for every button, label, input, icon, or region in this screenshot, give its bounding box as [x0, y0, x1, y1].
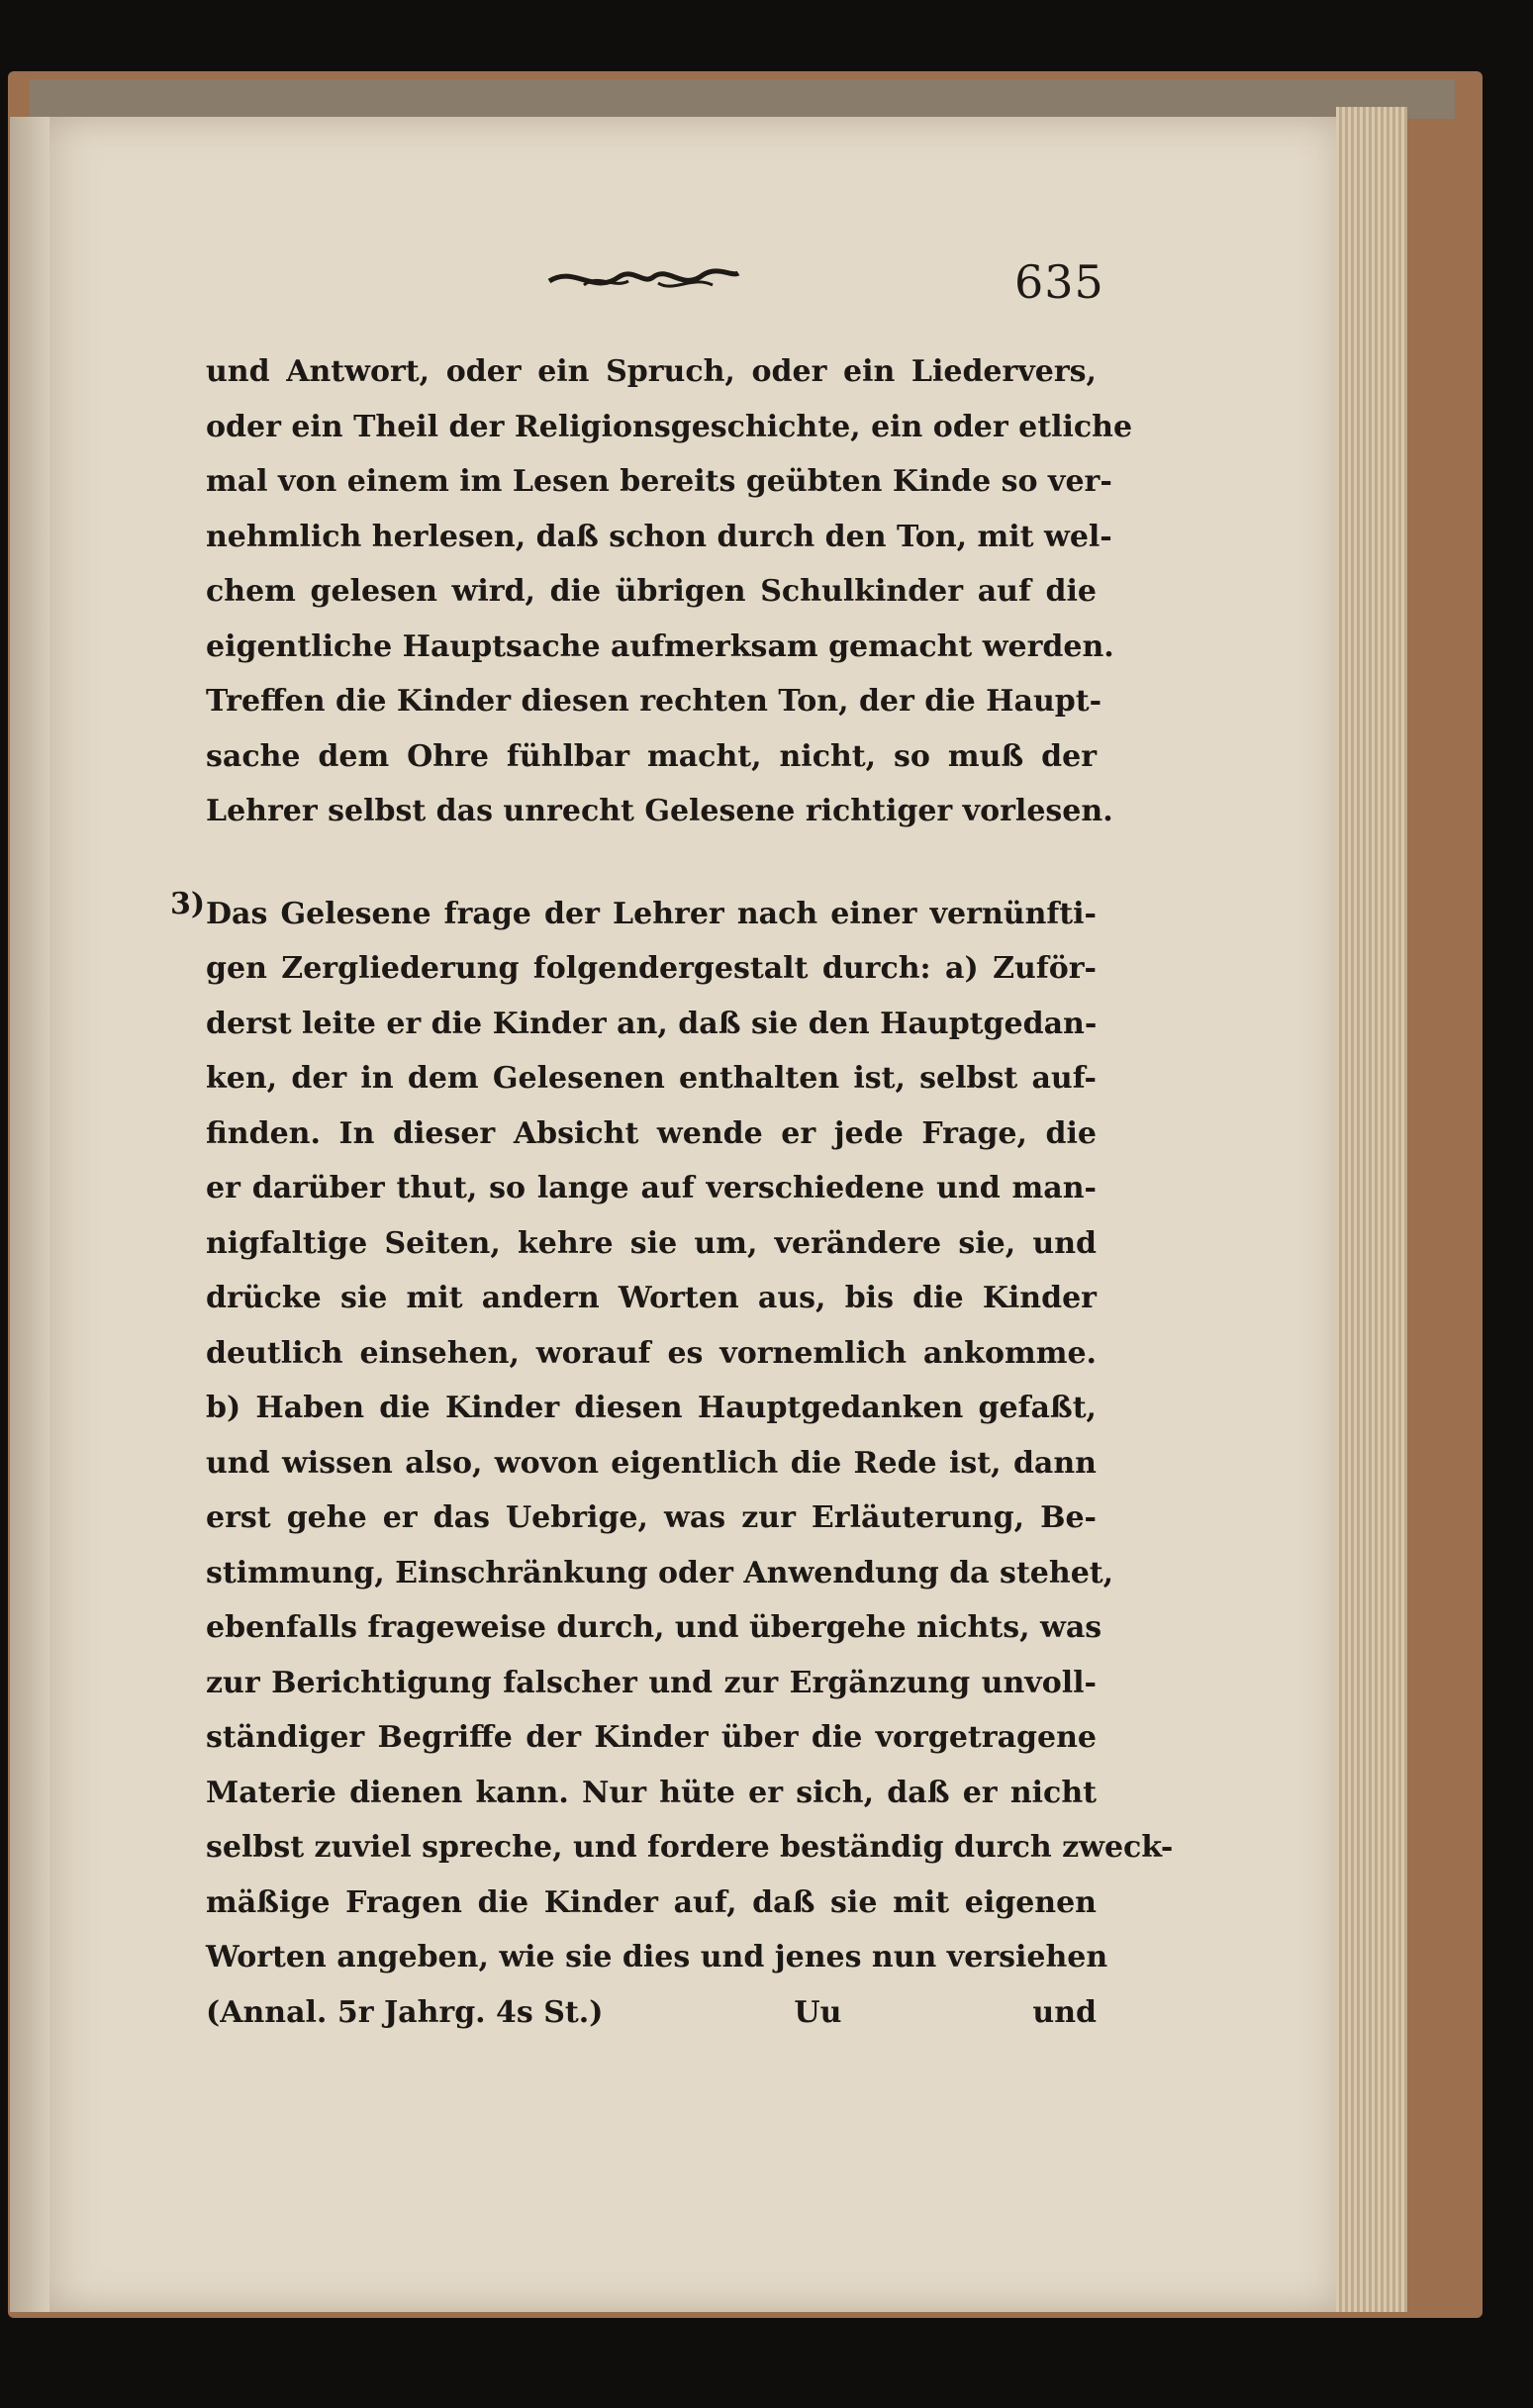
text-line: drücke sie mit andern Worten aus, bis die Kinder [206, 1281, 1097, 1315]
text-line: er darüber thut, so lange auf verschiedene und man- [206, 1171, 1097, 1205]
text-line: zur Berichtigung falscher und zur Ergänzung unvoll- [206, 1665, 1097, 1700]
text-line: und Antwort, oder ein Spruch, oder ein Liedervers, [206, 354, 1097, 389]
text-line: stimmung, Einschränkung oder Anwendung da stehet, [206, 1555, 1114, 1590]
text-line: Das Gelesene frage der Lehrer nach einer vernünfti- [206, 896, 1097, 931]
text-line: Materie dienen kann. Nur hüte er sich, daß er nicht [206, 1775, 1097, 1810]
text-line: selbst zuviel spreche, und fordere beständig durch zweck- [206, 1830, 1174, 1865]
text-line: Treffen die Kinder diesen rechten Ton, der die Haupt- [206, 684, 1102, 719]
text-line: eigentliche Hauptsache aufmerksam gemacht werden. [206, 628, 1114, 664]
catchword: und [1032, 1994, 1097, 2030]
text-line: b) Haben die Kinder diesen Hauptgedanken gefaßt, [206, 1391, 1097, 1425]
text-line: deutlich einsehen, worauf es vornemlich ankomme. [206, 1335, 1097, 1371]
gutter-fold [10, 117, 49, 2312]
text-line: Worten angeben, wie sie dies und jenes nun versiehen [206, 1940, 1108, 1975]
text-line: Lehrer selbst das unrecht Gelesene richtiger vorlesen. [206, 794, 1113, 828]
body-text [170, 344, 1174, 2040]
ornament-icon [544, 255, 742, 299]
signature-note: (Annal. 5r Jahrg. 4s St.) [206, 1994, 604, 2030]
text-line: nehmlich herlesen, daß schon durch den Ton, mit wel- [206, 519, 1112, 554]
text-line: ebenfalls frageweise durch, und übergehe nichts, was [206, 1610, 1102, 1645]
text-line: sache dem Ohre fühlbar macht, nicht, so muß der [206, 738, 1097, 774]
page-number: 635 [1014, 255, 1104, 309]
list-item-3 [170, 886, 1097, 942]
text-line: derst leite er die Kinder an, daß sie den Hauptgedan- [206, 1006, 1098, 1041]
item-number: 3) [170, 886, 206, 921]
page-footer [206, 1985, 1097, 2041]
page-stack-edge [1336, 107, 1407, 2312]
text-line: gen Zergliederung folgendergestalt durch: a) Zuför- [206, 951, 1097, 986]
text-line: mal von einem im Lesen bereits geübten Kinde so ver- [206, 464, 1112, 499]
text-line: oder ein Theil der Religionsgeschichte, ein oder etliche [206, 409, 1133, 444]
text-line: ständiger Begriffe der Kinder über die vorgetragene [206, 1720, 1097, 1755]
text-line: mäßige Fragen die Kinder auf, daß sie mit eigenen [206, 1884, 1097, 1920]
text-line: und wissen also, wovon eigentlich die Rede ist, dann [206, 1445, 1097, 1481]
text-line: finden. In dieser Absicht wende er jede Frage, die [206, 1115, 1097, 1151]
sheet-mark: Uu [794, 1994, 842, 2030]
top-page-edge [30, 79, 1455, 119]
text-line: chem gelesen wird, die übrigen Schulkinder auf die [206, 574, 1097, 609]
text-line: erst gehe er das Uebrige, was zur Erläuterung, Be- [206, 1500, 1097, 1535]
text-line: nigfaltige Seiten, kehre sie um, verändere sie, und [206, 1225, 1097, 1261]
text-line: ken, der in dem Gelesenen enthalten ist, selbst auf- [206, 1061, 1097, 1096]
